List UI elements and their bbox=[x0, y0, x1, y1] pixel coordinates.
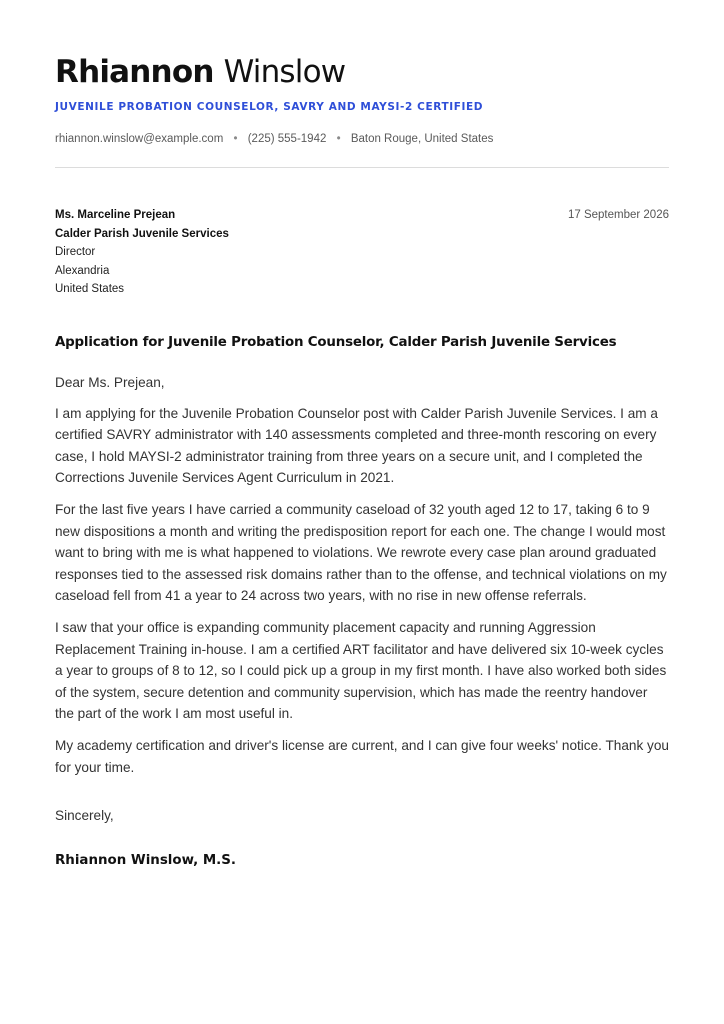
contact-line bbox=[55, 131, 669, 147]
letter-body bbox=[55, 372, 669, 778]
contact-email[interactable]: rhiannon.winslow@example.com bbox=[55, 133, 224, 145]
letter-meta bbox=[55, 206, 669, 298]
contact-separator: • bbox=[233, 133, 238, 145]
header-divider bbox=[55, 167, 669, 168]
applicant-first-name: Rhiannon bbox=[55, 54, 214, 90]
recipient-role: Director bbox=[55, 246, 96, 259]
applicant-title: JUVENILE PROBATION COUNSELOR, SAVRY AND MAYSI-2 CERTIFIED bbox=[55, 101, 484, 113]
body-paragraph: I am applying for the Juvenile Probation Counselor post with Calder Parish Juvenile Services. I am a certified SAVRY administrator with 140 assessments completed and three-month rescoring on every case, I hold MAYSI-2 administrator training from three years on a secure unit, and I completed the Corrections Juvenile Services Agent Curriculum in 2021. bbox=[55, 405, 658, 486]
contact-location: Baton Rouge, United States bbox=[350, 133, 494, 145]
contact-phone[interactable]: (225) 555-1942 bbox=[247, 133, 327, 145]
recipient-city: Alexandria bbox=[55, 264, 110, 277]
applicant-name bbox=[55, 52, 669, 92]
body-paragraph: For the last five years I have carried a community caseload of 32 youth aged 12 to 17, taking 6 to 9 new dispositions a month and writing the predisposition report for each one. The change I would most want to bring with me is what happened to violations. We rewrote every case plan around graduated responses tied to the assessed risk domains rather than to the offense, and technical violations on my caseload fell from 41 a year to 24 across two years, with no rise in new offense referrals. bbox=[55, 501, 667, 604]
letter-subject: Application for Juvenile Probation Counselor, Calder Parish Juvenile Services bbox=[55, 335, 617, 350]
signature: Rhiannon Winslow, M.S. bbox=[55, 853, 236, 869]
recipient-organization: Calder Parish Juvenile Services bbox=[55, 227, 229, 240]
body-paragraph: My academy certification and driver's license are current, and I can give four weeks' notice. Thank you for your time. bbox=[55, 737, 669, 775]
contact-separator: • bbox=[336, 133, 341, 145]
body-paragraph: I saw that your office is expanding community placement capacity and running Aggression Replacement Training in-house. I am a certified ART facilitator and have delivered six 10-week cycles a year to groups of 8 to 12, so I could pick up a group in my first month. I have also worked both sides of the system, secure detention and community supervision, which has made the reentry handover the part of the work I am most useful in. bbox=[55, 619, 667, 722]
recipient-country: United States bbox=[55, 283, 125, 296]
applicant-last-name: Winslow bbox=[223, 54, 346, 90]
closing: Sincerely, bbox=[55, 808, 114, 824]
salutation: Dear Ms. Prejean, bbox=[55, 375, 165, 390]
recipient-name: Ms. Marceline Prejean bbox=[55, 209, 176, 221]
letter-date: 17 September 2026 bbox=[567, 209, 669, 221]
